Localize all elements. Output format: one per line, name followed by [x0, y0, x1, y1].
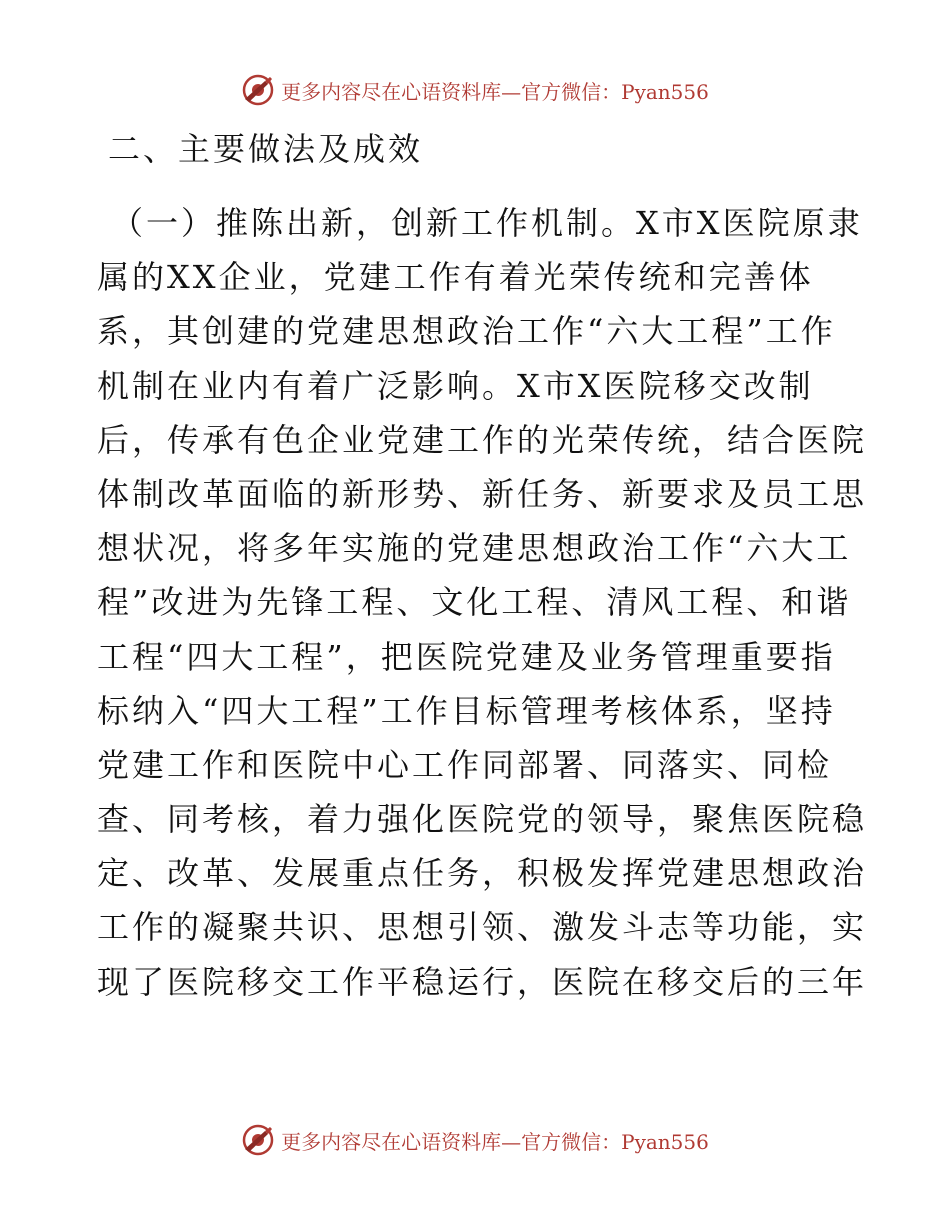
watermark-header: [0, 70, 950, 110]
paragraph-line: 想状况，将多年实施的党建思想政治工作“六大工: [97, 529, 852, 568]
paragraph-line: 工作的凝聚共识、思想引领、激发斗志等功能，实: [97, 908, 868, 947]
paragraph-line: 工程“四大工程”，把医院党建及业务管理重要指: [97, 637, 836, 676]
paragraph-line: 党建工作和医院中心工作同部署、同落实、同检: [97, 745, 833, 784]
watermark-text: 更多内容尽在心语资料库—官方微信：Pyan556: [281, 79, 709, 104]
paragraph-body: [97, 196, 868, 1009]
paragraph-line: 机制在业内有着广泛影响。X市X医院移交改制: [97, 366, 814, 405]
paragraph-line: 系，其创建的党建思想政治工作“六大工程”工作: [97, 312, 836, 351]
paragraph-line: 体制改革面临的新形势、新任务、新要求及员工思: [97, 474, 868, 513]
paragraph-line: 定、改革、发展重点任务，积极发挥党建思想政治: [97, 854, 868, 893]
paragraph-line: 属的XX企业，党建工作有着光荣传统和完善体: [97, 258, 814, 297]
watermark-footer: [0, 1120, 950, 1160]
paragraph-line: 后，传承有色企业党建工作的光荣传统，结合医院: [97, 420, 868, 459]
paragraph-line: 查、同考核，着力强化医院党的领导，聚焦医院稳: [97, 800, 868, 839]
watermark-logo-icon: [241, 73, 275, 107]
watermark-text: 更多内容尽在心语资料库—官方微信：Pyan556: [281, 1129, 709, 1154]
section-heading: 二、主要做法及成效: [108, 130, 424, 168]
paragraph-line: 标纳入“四大工程”工作目标管理考核体系，坚持: [97, 691, 836, 730]
paragraph-line: 现了医院移交工作平稳运行，医院在移交后的三年: [97, 962, 868, 1001]
paragraph-line: （一）推陈出新，创新工作机制。X市X医院原隶: [111, 204, 863, 242]
watermark-logo-icon: [241, 1123, 275, 1157]
paragraph-line: 程”改进为先锋工程、文化工程、清风工程、和谐: [97, 583, 852, 622]
